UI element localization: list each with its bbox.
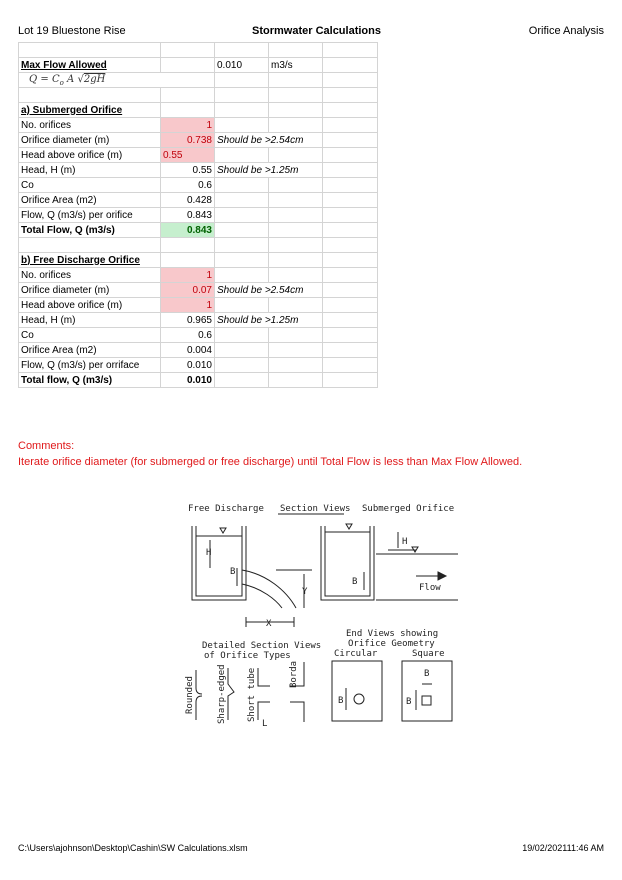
table-row: No. orifices 1 [19,268,378,283]
footer-path: C:\Users\ajohnson\Desktop\Cashin\SW Calculations.xlsm [18,843,248,853]
table-row: Orifice diameter (m) 0.07 Should be >2.54cm [19,283,378,298]
flow-label: Flow [419,583,441,593]
free-head-input[interactable]: 1 [161,298,215,313]
label-end-2: Orifice Geometry [348,639,435,649]
svg-text:Rounded: Rounded [185,676,195,714]
sub-head-input[interactable]: 0.55 [161,148,215,163]
header-title: Stormwater Calculations [252,25,381,37]
table-row: Co 0.6 [19,328,378,343]
svg-text:B: B [338,696,344,706]
svg-text:B: B [352,577,358,587]
svg-text:Y: Y [302,587,308,597]
table-row: Head, H (m) 0.55 Should be >1.25m [19,163,378,178]
svg-text:B: B [424,669,430,679]
comments-text: Iterate orifice diameter (for submerged or free discharge) until Total Flow is less than Max Flow Allowed. [18,456,523,468]
table-row: No. orifices 1 [19,118,378,133]
svg-text:Borda: Borda [289,660,299,688]
end-view-circular [332,661,382,721]
orifice-formula: $Q = C_o$ A √2gH [29,73,106,87]
table-row: Flow, Q (m3/s) per orriface 0.010 [19,358,378,373]
calc-sheet [18,42,378,388]
table-row: Total flow, Q (m3/s) 0.010 [19,373,378,388]
end-view-square [402,661,452,721]
table-row: Orifice Area (m2) 0.004 [19,343,378,358]
table-row: Flow, Q (m3/s) per orifice 0.843 [19,208,378,223]
svg-text:Short tube: Short tube [247,667,257,722]
label-circular: Circular [334,649,378,659]
svg-text:H: H [206,548,212,558]
sub-diameter-input[interactable]: 0.738 [161,133,215,148]
comments [18,438,522,470]
table-row: Head above orifice (m) 0.55 [19,148,378,163]
label-section-views: Section Views [280,504,351,514]
table-row: Orifice diameter (m) 0.738 Should be >2.54cm [19,133,378,148]
sub-total-flow: 0.843 [161,223,215,238]
svg-text:B: B [230,567,236,577]
svg-text:H: H [402,537,408,547]
table-row: Head, H (m) 0.965 Should be >1.25m [19,313,378,328]
label-detailed-2: of Orifice Types [204,651,291,661]
svg-text:X: X [266,619,272,629]
orifice-types [185,661,304,729]
max-flow-value[interactable]: 0.010 [215,58,269,73]
svg-text:B: B [406,697,412,707]
orifice-diagram [176,498,458,732]
label-detailed-1: Detailed Section Views [202,641,322,651]
formula-row [19,73,378,88]
label-free-discharge: Free Discharge [188,504,264,514]
free-total-flow: 0.010 [161,373,215,388]
max-flow-label: Max Flow Allowed [19,58,161,73]
max-flow-unit: m3/s [269,58,323,73]
free-diameter-input[interactable]: 0.07 [161,283,215,298]
submerged-tank [321,524,458,600]
free-discharge-tank [192,526,312,629]
svg-text:Sharp-edged: Sharp-edged [217,664,227,724]
table-row: Orifice Area (m2) 0.428 [19,193,378,208]
header-section: Orifice Analysis [528,25,604,37]
table-row: Co 0.6 [19,178,378,193]
max-flow-row [19,58,378,73]
submerged-title: a) Submerged Orifice [19,103,161,118]
label-square: Square [412,649,445,659]
footer-datetime: 19/02/202111:46 AM [522,843,604,853]
header-project: Lot 19 Bluestone Rise [18,25,126,37]
label-end-1: End Views showing [346,629,439,639]
sub-orifices-input[interactable]: 1 [161,118,215,133]
svg-text:L: L [262,719,268,729]
label-submerged-orifice: Submerged Orifice [362,504,455,514]
comments-heading: Comments: [18,440,75,452]
free-title: b) Free Discharge Orifice [19,253,161,268]
free-orifices-input[interactable]: 1 [161,268,215,283]
table-row: Head above orifice (m) 1 [19,298,378,313]
table-row: Total Flow, Q (m3/s) 0.843 [19,223,378,238]
